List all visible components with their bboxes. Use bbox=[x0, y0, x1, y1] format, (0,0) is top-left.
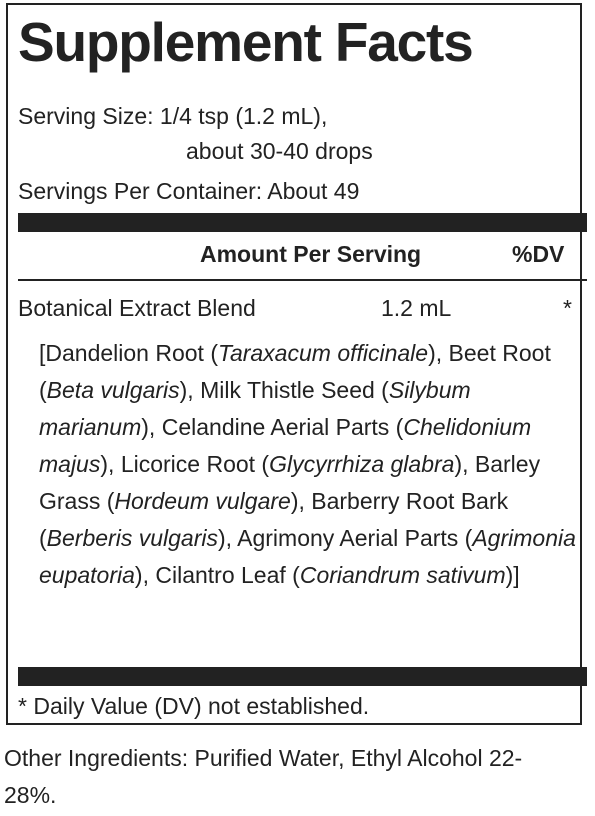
ingredient-punctuation: ), bbox=[134, 562, 156, 588]
ingredient-common-name: Beet Root ( bbox=[39, 340, 551, 403]
blend-amount: 1.2 mL bbox=[381, 295, 452, 321]
ingredient-punctuation: ), bbox=[290, 488, 312, 514]
panel-title: Supplement Facts bbox=[18, 11, 473, 73]
serving-size-continued: about 30-40 drops bbox=[186, 138, 373, 164]
thin-divider bbox=[18, 279, 587, 281]
thick-divider-top bbox=[18, 213, 587, 232]
ingredient-punctuation: ), bbox=[179, 377, 201, 403]
ingredient-item bbox=[39, 340, 449, 366]
dv-header: %DV bbox=[512, 241, 565, 267]
ingredient-punctuation: ), bbox=[454, 451, 475, 477]
ingredient-common-name: [Dandelion Root ( bbox=[39, 340, 218, 366]
blend-dv: * bbox=[563, 295, 572, 321]
ingredient-latin-name: Beta vulgaris bbox=[46, 377, 180, 403]
dv-footnote: * Daily Value (DV) not established. bbox=[18, 693, 370, 719]
supplement-facts-panel bbox=[6, 3, 582, 725]
ingredient-latin-name: Coriandrum sativum bbox=[299, 562, 506, 588]
ingredient-common-name: Barley Grass ( bbox=[39, 451, 541, 514]
ingredient-item bbox=[121, 451, 475, 477]
ingredient-common-name: Agrimony Aerial Parts ( bbox=[237, 525, 473, 551]
servings-per-container: Servings Per Container: About 49 bbox=[18, 178, 360, 204]
ingredient-item bbox=[155, 562, 519, 588]
ingredient-latin-name: Agrimonia eupatoria bbox=[39, 525, 576, 588]
ingredient-common-name: Cilantro Leaf ( bbox=[155, 562, 300, 588]
ingredient-latin-name: Berberis vulgaris bbox=[46, 525, 218, 551]
ingredient-latin-name: Silybum marianum bbox=[39, 377, 471, 440]
ingredient-common-name: Milk Thistle Seed ( bbox=[200, 377, 389, 403]
ingredient-common-name: Celandine Aerial Parts ( bbox=[161, 414, 404, 440]
ingredient-latin-name: Hordeum vulgare bbox=[114, 488, 291, 514]
serving-size: Serving Size: 1/4 tsp (1.2 mL), bbox=[18, 103, 328, 129]
ingredient-latin-name: Glycyrrhiza glabra bbox=[269, 451, 455, 477]
ingredient-latin-name: Chelidonium majus bbox=[39, 414, 532, 477]
ingredient-common-name: Barberry Root Bark ( bbox=[39, 488, 509, 551]
ingredient-punctuation: ), bbox=[428, 340, 449, 366]
blend-name: Botanical Extract Blend bbox=[18, 295, 256, 321]
ingredient-punctuation: ), bbox=[217, 525, 238, 551]
blend-ingredients bbox=[39, 335, 579, 594]
ingredient-latin-name: Taraxacum officinale bbox=[218, 340, 429, 366]
amount-per-serving-header: Amount Per Serving bbox=[200, 241, 422, 267]
ingredient-punctuation: ), bbox=[141, 414, 162, 440]
ingredient-punctuation: ), bbox=[100, 451, 121, 477]
ingredient-common-name: Licorice Root ( bbox=[120, 451, 270, 477]
other-ingredients: Other Ingredients: Purified Water, Ethyl Alcohol 22-28%. bbox=[4, 745, 523, 808]
ingredient-punctuation: )] bbox=[505, 562, 520, 588]
thick-divider-bottom bbox=[18, 667, 587, 686]
